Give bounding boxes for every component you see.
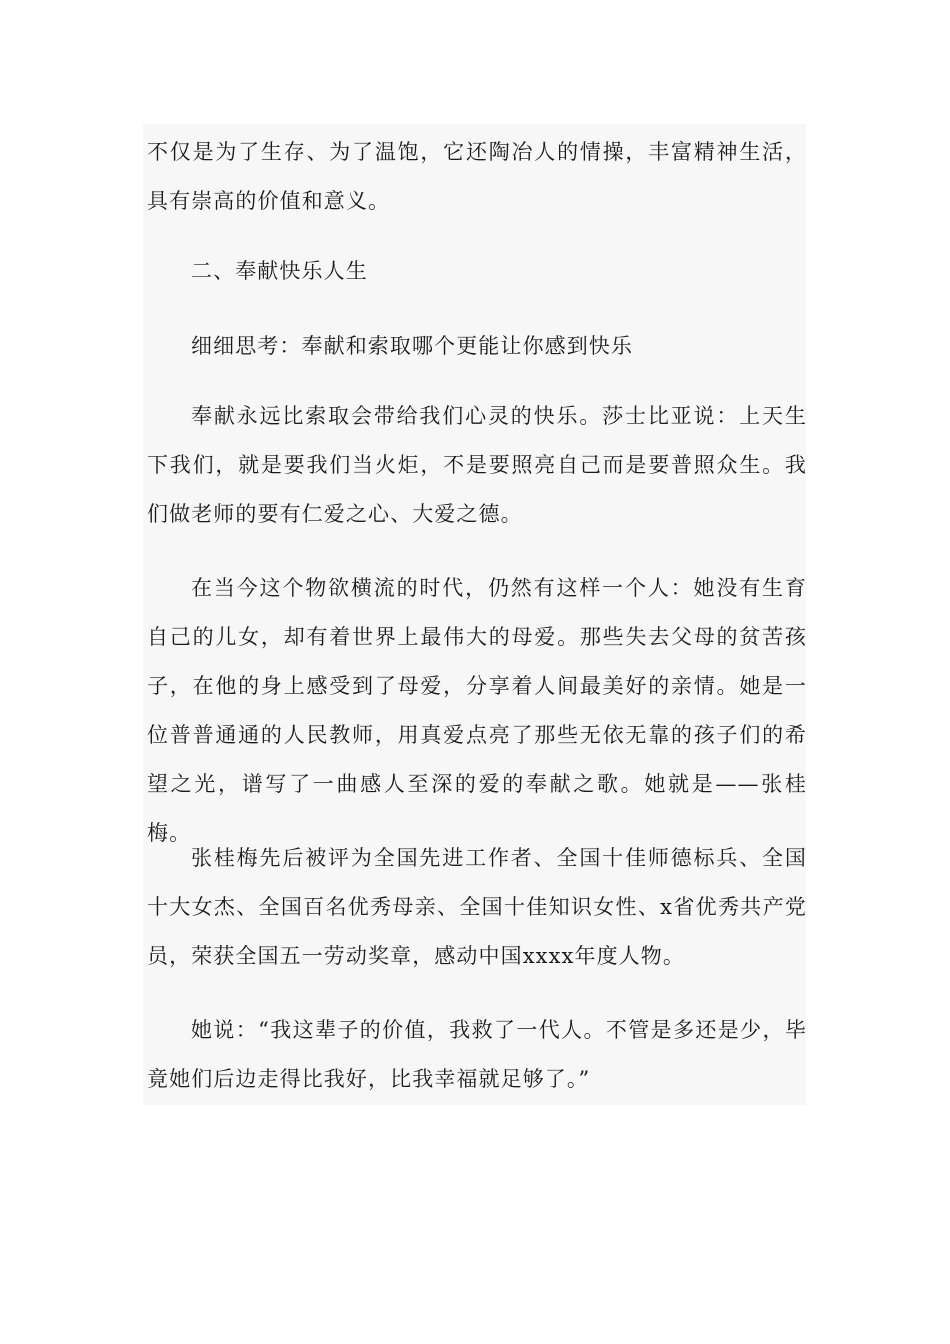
paragraph-dedication: 奉献永远比索取会带给我们心灵的快乐。莎士比亚说：上天生下我们，就是要我们当火炬，不是要照亮自己而是要普照众生。我们做老师的要有仁爱之心、大爱之德。 (147, 404, 807, 526)
paragraph-quote: 她说：“我这辈子的价值，我救了一代人。不管是多还是少，毕竟她们后边走得比我好，比我幸福就足够了。” (147, 1018, 807, 1091)
paragraph-honors: 张桂梅先后被评为全国先进工作者、全国十佳师德标兵、全国十大女杰、全国百名优秀母亲、全国十佳知识女性、x省优秀共产党员，荣获全国五一劳动奖章，感动中国xxxx年度人物。 (147, 846, 807, 968)
text-block (143, 124, 806, 1105)
paragraph-zhang-guimei-story: 在当今这个物欲横流的时代，仍然有这样一个人：她没有生育自己的儿女，却有着世界上最伟大的母爱。那些失去父母的贫苦孩子，在他的身上感受到了母爱，分享着人间最美好的亲情。她是一位普普通通的人民教师，用真爱点亮了那些无依无靠的孩子们的希望之光，谱写了一曲感人至深的爱的奉献之歌。她就是——张桂梅。 (147, 576, 807, 845)
section-heading: 二、奉献快乐人生 (191, 259, 368, 283)
paragraph-continuation: 不仅是为了生存、为了温饱，它还陶冶人的情操，丰富精神生活，具有崇高的价值和意义。 (147, 140, 807, 213)
reflection-question: 细细思考：奉献和索取哪个更能让你感到快乐 (191, 334, 633, 358)
